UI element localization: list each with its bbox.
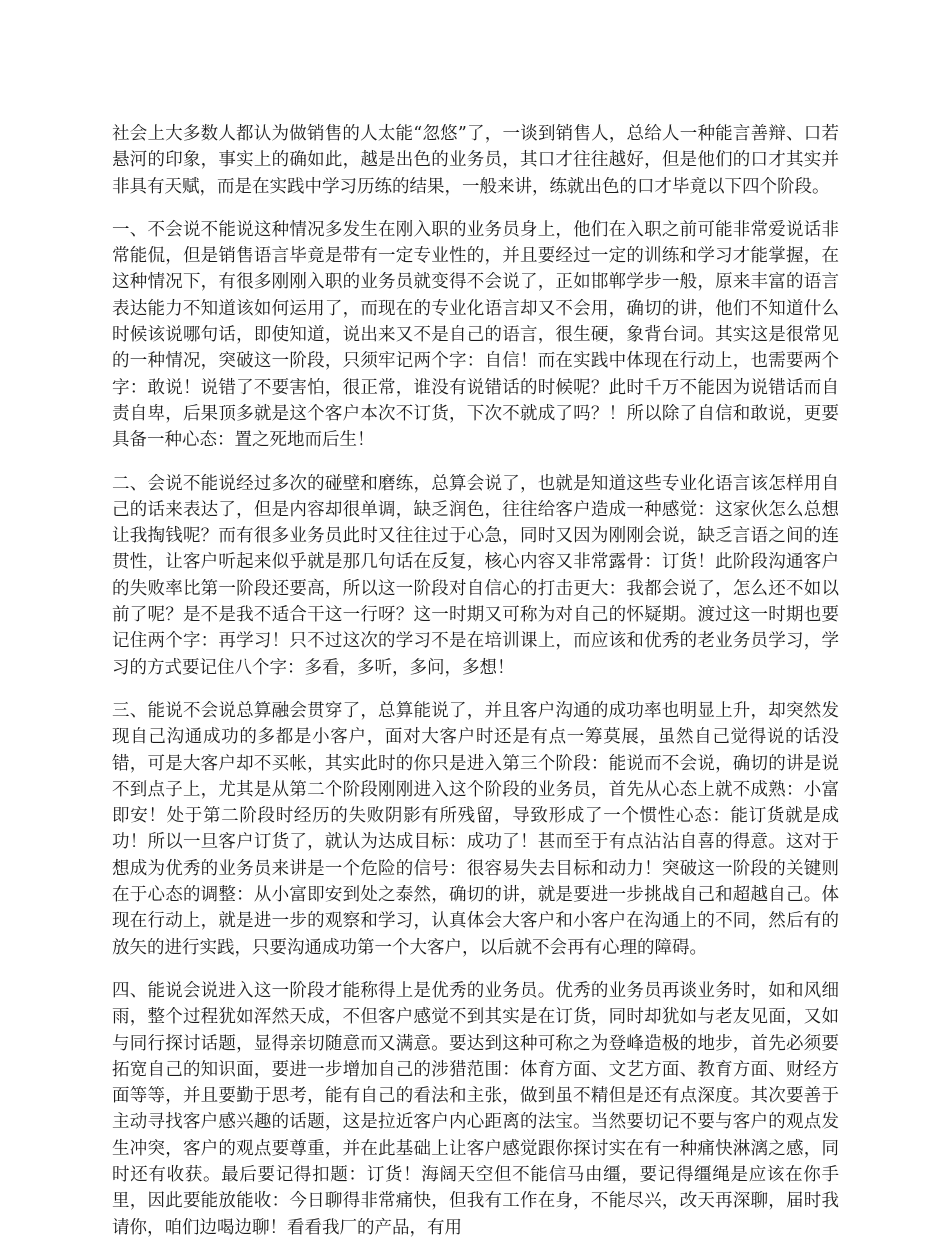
paragraph-stage-four: 四、能说会说进入这一阶段才能称得上是优秀的业务员。优秀的业务员再谈业务时，如和风细雨，整个过程犹如浑然天成，不但客户感觉不到其实是在订货，同时却犹如与老友见面，又如与同行探讨话题，显得亲切随意而又满意。要达到这种可称之为登峰造极的地步，首先必须要拓宽自己的知识面，要进一步增加自己的涉猎范围：体育方面、文艺方面、教育方面、财经方面等等，并且要勤于思考，能有自己的看法和主张，做到虽不精但是还有点深度。其次要善于主动寻找客户感兴趣的话题，这是拉近客户内心距离的法宝。当然要切记不要与客户的观点发生冲突，客户的观点要尊重，并在此基础上让客户感觉跟你探讨实在有一种痛快淋漓之感，同时还有收获。最后要记得扣题：订货！海阔天空但不能信马由缰，要记得缰绳是应该在你手里，因此要能放能收：今日聊得非常痛快，但我有工作在身，不能尽兴，改天再深聊，届时我请你，咱们边喝边聊！看看我厂的产品，有用	[112, 980, 839, 1238]
paragraph-stage-three: 三、能说不会说总算融会贯穿了，总算能说了，并且客户沟通的成功率也明显上升，却突然发现自己沟通成功的多都是小客户，面对大客户时还是有点一筹莫展，虽然自己觉得说的话没错，可是大客户却不买帐，其实此时的你只是进入第三个阶段：能说而不会说，确切的讲是说不到点子上，尤其是从第二个阶段刚刚进入这个阶段的业务员，首先从心态上就不成熟：小富即安！处于第二阶段时经历的失败阴影有所残留，导致形成了一个惯性心态：能订货就是成功！所以一旦客户订货了，就认为达成目标：成功了！甚而至于有点沾沾自喜的得意。这对于想成为优秀的业务员来讲是一个危险的信号：很容易失去目标和动力！突破这一阶段的关键则在于心态的调整：从小富即安到处之泰然，确切的讲，就是要进一步挑战自己和超越自己。体现在行动上，就是进一步的观察和学习，认真体会大客户和小客户在沟通上的不同，然后有的放矢的进行实践，只要沟通成功第一个大客户，以后就不会再有心理的障碍。	[112, 700, 839, 958]
paragraph-stage-two: 二、会说不能说经过多次的碰壁和磨练，总算会说了，也就是知道这些专业化语言该怎样用自己的话来表达了，但是内容却很单调，缺乏润色，往往给客户造成一种感觉：这家伙怎么总想让我掏钱呢？而有很多业务员此时又往往过于心急，同时又因为刚刚会说，缺乏言语之间的连贯性，让客户听起来似乎就是那几句话在反复，核心内容又非常露骨：订货！此阶段沟通客户的失败率比第一阶段还要高，所以这一阶段对自信心的打击更大：我都会说了，怎么还不如以前了呢？是不是我不适合干这一行呀？这一时期又可称为对自己的怀疑期。渡过这一时期也要记住两个字：再学习！只不过这次的学习不是在培训课上，而应该和优秀的老业务员学习，学习的方式要记住八个字：多看，多听，多问，多想！	[112, 473, 839, 678]
paragraph-stage-one: 一、不会说不能说这种情况多发生在刚入职的业务员身上，他们在入职之前可能非常爱说话非常能侃，但是销售语言毕竟是带有一定专业性的，并且要经过一定的训练和学习才能掌握，在这种情况下，有很多刚刚入职的业务员就变得不会说了，正如邯郸学步一般，原来丰富的语言表达能力不知道该如何运用了，而现在的专业化语言却又不会用，确切的讲，他们不知道什么时候该说哪句话，即使知道，说出来又不是自己的语言，很生硬，象背台词。其实这是很常见的一种情况，突破这一阶段，只须牢记两个字：自信！而在实践中体现在行动上，也需要两个字：敢说！说错了不要害怕，很正常，谁没有说错话的时候呢？此时千万不能因为说错话而自责自卑，后果顶多就是这个客户本次不订货，下次不就成了吗？！所以除了自信和敢说，更要具备一种心态：置之死地而后生！	[112, 219, 839, 451]
paragraph-intro: 社会上大多数人都认为做销售的人太能“忽悠”了，一谈到销售人，总给人一种能言善辩、口若悬河的印象，事实上的确如此，越是出色的业务员，其口才往往越好，但是他们的口才其实并非具有天赋，而是在实践中学习历练的结果，一般来讲，练就出色的口才毕竟以下四个阶段。	[112, 124, 839, 197]
document-body	[112, 121, 839, 1258]
